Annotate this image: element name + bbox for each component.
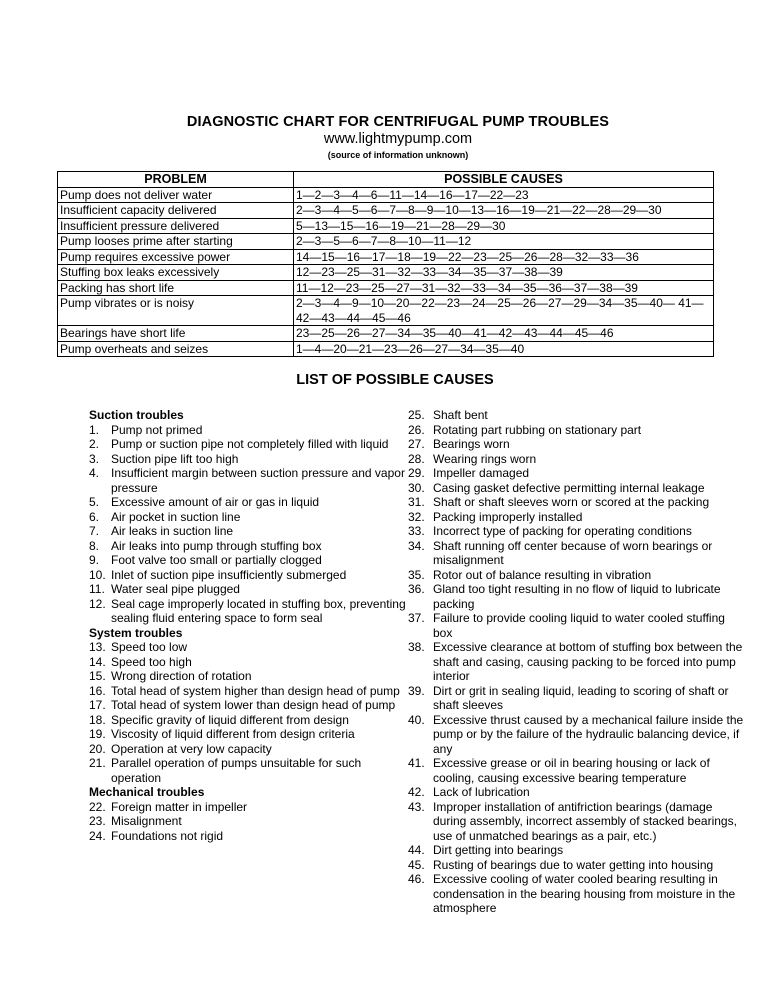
item-number: 11. xyxy=(89,582,105,596)
table-header-row xyxy=(58,172,714,188)
item-number: 28. xyxy=(408,451,425,466)
problem-cell: Stuffing box leaks excessively xyxy=(58,265,294,281)
item-text: Lack of lubrication xyxy=(433,785,530,799)
list-item xyxy=(408,858,744,873)
list-item xyxy=(89,713,407,728)
list-item xyxy=(408,495,744,510)
item-number: 40. xyxy=(408,712,425,727)
item-text: Bearings worn xyxy=(433,437,510,451)
problem-cell: Insufficient capacity delivered xyxy=(58,203,294,219)
item-text: Speed too low xyxy=(111,640,188,654)
item-text: Dirt or grit in sealing liquid, leading to scoring of shaft or shaft sleeves xyxy=(433,683,729,712)
item-number: 19. xyxy=(89,727,106,741)
list-item xyxy=(89,510,407,525)
problem-cell: Pump does not deliver water xyxy=(58,187,294,203)
item-number: 39. xyxy=(408,683,425,698)
item-number: 4. xyxy=(89,466,100,480)
list-item xyxy=(408,611,744,640)
item-number: 31. xyxy=(408,495,425,509)
list-item xyxy=(89,568,407,583)
item-text: Water seal pipe plugged xyxy=(111,582,240,596)
problem-cell: Packing has short life xyxy=(58,280,294,296)
causes-cell: 1—4—20—21—23—26—27—34—35—40 xyxy=(294,341,714,357)
item-number: 22. xyxy=(89,799,106,814)
item-number: 30. xyxy=(408,480,425,495)
list-item xyxy=(89,539,407,554)
item-text: Pump not primed xyxy=(111,422,203,437)
table-row xyxy=(58,218,714,234)
list-item xyxy=(408,437,744,452)
item-text: Excessive amount of air or gas in liquid xyxy=(111,495,320,509)
item-number: 26. xyxy=(408,422,425,437)
list-item xyxy=(89,423,407,438)
causes-cell: 5—13—15—16—19—21—28—29—30 xyxy=(294,218,714,234)
item-text: Air pocket in suction line xyxy=(111,509,241,524)
causes-cell: 11—12—23—25—27—31—32—33—34—35—36—37—38—39 xyxy=(294,280,714,296)
item-text: Shaft running off center because of worn bearings or misalignment xyxy=(433,538,713,567)
section-heading: System troubles xyxy=(89,625,183,640)
item-text: Excessive cooling of water cooled bearing resulting in condensation in the bearing housing from moisture in the atmosphere xyxy=(433,872,736,915)
item-text: Foreign matter in impeller xyxy=(111,799,248,814)
causes-cell: 1—2—3—4—6—11—14—16—17—22—23 xyxy=(294,187,714,203)
table-row xyxy=(58,265,714,281)
item-number: 12. xyxy=(89,596,106,611)
item-number: 37. xyxy=(408,611,425,625)
item-text: Casing gasket defective permitting internal leakage xyxy=(433,480,705,495)
list-item xyxy=(89,640,407,655)
item-number: 36. xyxy=(408,582,425,596)
item-text: Foundations not rigid xyxy=(111,828,224,843)
item-text: Excessive clearance at bottom of stuffing box between the shaft and casing, causing packing to be forced into pump interior xyxy=(433,640,743,683)
item-text: Wearing rings worn xyxy=(433,451,537,466)
item-text: Wrong direction of rotation xyxy=(111,669,252,683)
causes-list-right-column xyxy=(408,408,744,916)
item-number: 32. xyxy=(408,509,425,524)
item-text: Improper installation of antifriction bearings (damage during assembly, incorrect assembly of stacked bearings, use of unmatched bearings as a pair, etc.) xyxy=(433,799,737,843)
item-text: Viscosity of liquid different from design criteria xyxy=(111,727,355,741)
table-row xyxy=(58,280,714,296)
item-number: 25. xyxy=(408,408,425,422)
list-item xyxy=(408,539,744,568)
item-text: Impeller damaged xyxy=(433,466,530,480)
item-number: 5. xyxy=(89,495,100,509)
item-number: 21. xyxy=(89,756,106,770)
item-text: Gland too tight resulting in no flow of liquid to lubricate packing xyxy=(433,582,721,611)
list-item xyxy=(89,452,407,467)
item-text: Operation at very low capacity xyxy=(111,741,272,756)
table-row xyxy=(58,296,714,326)
list-item xyxy=(89,829,407,844)
item-text: Shaft bent xyxy=(433,408,488,422)
item-number: 10. xyxy=(89,567,106,582)
item-number: 24. xyxy=(89,828,106,843)
item-text: Excessive grease or oil in bearing housing or lack of cooling, causing excessive bearing temperature xyxy=(433,756,710,785)
item-text: Dirt getting into bearings xyxy=(433,843,564,857)
item-number: 23. xyxy=(89,814,106,828)
list-item xyxy=(89,727,407,742)
item-number: 7. xyxy=(89,524,100,538)
causes-list-left-column xyxy=(89,408,407,843)
item-text: Speed too high xyxy=(111,654,192,669)
problem-cell: Bearings have short life xyxy=(58,326,294,342)
document-title: DIAGNOSTIC CHART FOR CENTRIFUGAL PUMP TROUBLES xyxy=(186,114,610,130)
list-item xyxy=(89,582,407,597)
list-item xyxy=(408,843,744,858)
column-header-problem: PROBLEM xyxy=(58,172,294,188)
item-number: 44. xyxy=(408,843,425,857)
table-row xyxy=(58,341,714,357)
list-item xyxy=(89,669,407,684)
list-item xyxy=(408,640,744,684)
item-number: 43. xyxy=(408,799,425,814)
problem-cell: Pump overheats and seizes xyxy=(58,341,294,357)
item-number: 2. xyxy=(89,437,100,451)
list-item xyxy=(408,408,744,423)
item-number: 27. xyxy=(408,437,425,451)
item-number: 33. xyxy=(408,524,425,538)
table-row xyxy=(58,187,714,203)
table-body xyxy=(58,187,714,357)
item-text: Incorrect type of packing for operating conditions xyxy=(433,524,692,538)
causes-cell: 2—3—4—9—10—20—22—23—24—25—26—27—29—34—35—40— 41—42—43—44—45—46 xyxy=(294,296,714,326)
item-text: Total head of system lower than design head of pump xyxy=(111,698,396,712)
item-text: Rotating part rubbing on stationary part xyxy=(433,422,642,437)
item-number: 46. xyxy=(408,872,425,886)
list-item xyxy=(89,655,407,670)
item-text: Inlet of suction pipe insufficiently submerged xyxy=(111,567,347,582)
item-text: Air leaks in suction line xyxy=(111,524,234,538)
list-item xyxy=(89,495,407,510)
table-row xyxy=(58,249,714,265)
table-row xyxy=(58,234,714,250)
item-text: Suction pipe lift too high xyxy=(111,451,239,466)
list-item xyxy=(408,582,744,611)
item-number: 34. xyxy=(408,538,425,553)
item-number: 8. xyxy=(89,538,100,553)
list-item xyxy=(408,466,744,481)
table-row xyxy=(58,326,714,342)
item-text: Pump or suction pipe not completely filled with liquid xyxy=(111,437,389,451)
list-item xyxy=(408,568,744,583)
source-url: www.lightmypump.com xyxy=(323,131,473,147)
list-item xyxy=(408,785,744,800)
list-item xyxy=(89,756,407,785)
item-text: Seal cage improperly located in stuffing box, preventing sealing fluid entering space to form seal xyxy=(111,596,406,625)
item-text: Packing improperly installed xyxy=(433,509,583,524)
list-item xyxy=(89,698,407,713)
list-item xyxy=(89,684,407,699)
problem-cell: Insufficient pressure delivered xyxy=(58,218,294,234)
list-item xyxy=(89,553,407,568)
item-number: 20. xyxy=(89,741,106,756)
section-heading: Suction troubles xyxy=(89,408,184,422)
item-number: 16. xyxy=(89,683,106,698)
causes-cell: 23—25—26—27—34—35—40—41—42—43—44—45—46 xyxy=(294,326,714,342)
item-number: 45. xyxy=(408,857,425,872)
list-item xyxy=(89,466,407,495)
item-number: 9. xyxy=(89,553,100,567)
list-item xyxy=(89,437,407,452)
causes-cell: 2—3—4—5—6—7—8—9—10—13—16—19—21—22—28—29—30 xyxy=(294,203,714,219)
problem-cell: Pump looses prime after starting xyxy=(58,234,294,250)
list-item xyxy=(89,742,407,757)
item-text: Parallel operation of pumps unsuitable for such operation xyxy=(111,756,362,785)
item-number: 3. xyxy=(89,451,100,466)
list-item xyxy=(408,524,744,539)
diagnostic-table xyxy=(57,171,714,357)
list-item xyxy=(408,481,744,496)
list-item xyxy=(408,423,744,438)
list-item xyxy=(89,814,407,829)
item-number: 41. xyxy=(408,756,425,770)
causes-cell: 2—3—5—6—7—8—10—11—12 xyxy=(294,234,714,250)
problem-cell: Pump vibrates or is noisy xyxy=(58,296,294,326)
causes-list-title: LIST OF POSSIBLE CAUSES xyxy=(296,372,494,388)
list-item xyxy=(89,800,407,815)
list-item xyxy=(89,597,407,626)
problem-cell: Pump requires excessive power xyxy=(58,249,294,265)
item-number: 6. xyxy=(89,509,100,524)
item-text: Rusting of bearings due to water getting into housing xyxy=(433,857,714,872)
item-number: 15. xyxy=(89,669,106,683)
list-item xyxy=(408,510,744,525)
item-text: Total head of system higher than design head of pump xyxy=(111,683,400,698)
list-item xyxy=(408,713,744,757)
causes-cell: 12—23—25—31—32—33—34—35—37—38—39 xyxy=(294,265,714,281)
item-text: Rotor out of balance resulting in vibration xyxy=(433,567,652,582)
item-text: Misalignment xyxy=(111,814,182,828)
item-number: 35. xyxy=(408,567,425,582)
list-item xyxy=(408,800,744,844)
item-number: 42. xyxy=(408,785,425,799)
item-text: Air leaks into pump through stuffing box xyxy=(111,538,322,553)
item-text: Failure to provide cooling liquid to water cooled stuffing box xyxy=(433,611,725,640)
column-header-causes: POSSIBLE CAUSES xyxy=(294,172,714,188)
item-text: Specific gravity of liquid different from design xyxy=(111,712,349,727)
item-number: 13. xyxy=(89,640,106,654)
item-text: Foot valve too small or partially clogged xyxy=(111,553,322,567)
item-number: 18. xyxy=(89,712,106,727)
item-number: 17. xyxy=(89,698,106,712)
item-number: 14. xyxy=(89,654,106,669)
list-item xyxy=(408,684,744,713)
item-text: Shaft or shaft sleeves worn or scored at the packing xyxy=(433,495,710,509)
item-number: 1. xyxy=(89,422,100,437)
item-number: 29. xyxy=(408,466,425,480)
list-item xyxy=(408,872,744,916)
table-row xyxy=(58,203,714,219)
list-item xyxy=(89,524,407,539)
causes-cell: 14—15—16—17—18—19—22—23—25—26—28—32—33—36 xyxy=(294,249,714,265)
list-item xyxy=(408,452,744,467)
item-number: 38. xyxy=(408,640,425,654)
item-text: Insufficient margin between suction pressure and vapor pressure xyxy=(111,466,405,495)
list-item xyxy=(408,756,744,785)
source-note: (source of information unknown) xyxy=(327,150,469,160)
item-text: Excessive thrust caused by a mechanical failure inside the pump or by the failure of the hydraulic balancing device, if any xyxy=(433,712,744,756)
section-heading: Mechanical troubles xyxy=(89,785,205,799)
